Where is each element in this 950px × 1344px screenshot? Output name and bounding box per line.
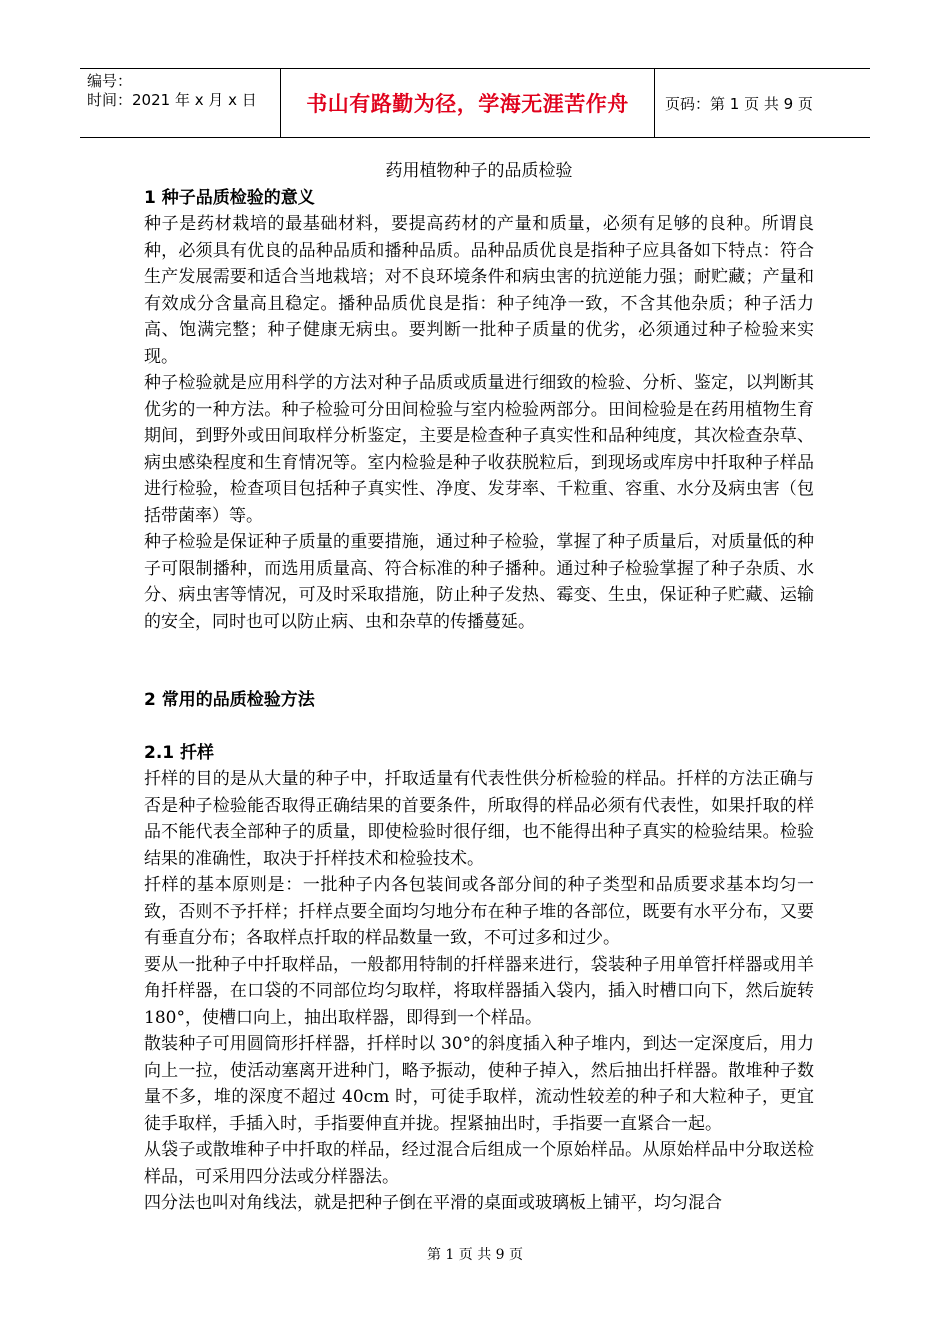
section-1-paragraph-1: 种子是药材栽培的最基础材料，要提高药材的产量和质量，必须有足够的良种。所谓良种，必须具有优良的品种品质和播种品质。品种品质优良是指种子应具备如下特点：符合生产发展需要和适合当地栽培；对不良环境条件和病虫害的抗逆能力强；耐贮藏；产量和有效成分含量高且稳定。播种品质优良是指：种子纯净一致，不含其他杂质；种子活力高、饱满完整；种子健康无病虫。要判断一批种子质量的优劣，必须通过种子检验来实现。 xyxy=(144,214,814,367)
header-motto-cell xyxy=(280,69,655,137)
section-2-1-paragraph-1: 扦样的目的是从大量的种子中，扦取适量有代表性供分析检验的样品。扦样的方法正确与否是种子检验能否取得正确结果的首要条件，所取得的样品必须有代表性，如果扦取的样品不能代表全部种子的质量，即使检验时很仔细，也不能得出种子真实的检验结果。检验结果的准确性，取决于扦样技术和检验技术。 xyxy=(144,769,814,869)
motto-text: 书山有路勤为径，学海无涯苦作舟 xyxy=(306,92,629,116)
spacer xyxy=(144,661,814,687)
document-title: 药用植物种子的品质检验 xyxy=(385,161,573,181)
section-2-1-paragraph-3: 要从一批种子中扦取样品，一般都用特制的扦样器来进行，袋装种子用单管扦样器或用羊角扦样器，在口袋的不同部位均匀取样，将取样器插入袋内，插入时槽口向下，然后旋转 180°，使槽口向上，抽出取样器，即得到一个样品。 xyxy=(144,954,814,1028)
spacer xyxy=(144,635,814,661)
section-1-paragraph-2: 种子检验就是应用科学的方法对种子品质或质量进行细致的检验、分析、鉴定，以判断其优劣的一种方法。种子检验可分田间检验与室内检验两部分。田间检验是在药用植物生育期间，到野外或田间取样分析鉴定，主要是检查种子真实性和品种纯度，其次检查杂草、病虫感染程度和生育情况等。室内检验是种子收获脱粒后，到现场或库房中扦取种子样品进行检验，检查项目包括种子真实性、净度、发芽率、千粒重、容重、水分及病虫害（包括带菌率）等。 xyxy=(144,373,814,526)
section-2-1-paragraph-6: 四分法也叫对角线法，就是把种子倒在平滑的桌面或玻璃板上铺平，均匀混合 xyxy=(144,1193,722,1213)
section-1-paragraph-3: 种子检验是保证种子质量的重要措施，通过种子检验，掌握了种子质量后，对质量低的种子可限制播种，而选用质量高、符合标准的种子播种。通过种子检验掌握了种子杂质、水分、病虫害等情况，可及时采取措施，防止种子发热、霉变、生虫，保证种子贮藏、运输的安全，同时也可以防止病、虫和杂草的传播蔓延。 xyxy=(144,532,814,632)
spacer xyxy=(144,714,814,740)
section-2-1-paragraph-5: 从袋子或散堆种子中扦取的样品，经过混合后组成一个原始样品。从原始样品中分取送检样品，可采用四分法或分样器法。 xyxy=(144,1140,814,1187)
section-2-heading: 2 常用的品质检验方法 xyxy=(144,690,315,710)
document-body xyxy=(144,158,814,1217)
section-2-1-paragraph-2: 扦样的基本原则是：一批种子内各包装间或各部分间的种子类型和品质要求基本均匀一致，否则不予扦样；扦样点要全面均匀地分布在种子堆的各部位，既要有水平分布，又要有垂直分布；各取样点扦取的样品数量一致，不可过多和过少。 xyxy=(144,875,814,948)
header-page-cell xyxy=(655,69,870,137)
section-2-1-paragraph-4: 散装种子可用圆筒形扦样器，扦样时以 30°的斜度插入种子堆内，到达一定深度后，用力向上一拉，使活动塞离开进种门，略予振动，使种子掉入，然后抽出扦样器。散堆种子数量不多，堆的深度不超过 40cm 时，可徒手取样，流动性较差的种子和大粒种子，更宜徒手取样，手插入时，手指要伸直并拢。捏紧抽出时，手指要一直紧合一起。 xyxy=(144,1034,814,1134)
page-header xyxy=(80,68,870,138)
header-meta xyxy=(80,69,280,137)
date-label: 时间：2021 年 x 月 x 日 xyxy=(87,91,257,109)
page-label: 页码：第 1 页 共 9 页 xyxy=(665,94,813,113)
page-footer: 第 1 页 共 9 页 xyxy=(426,1247,524,1263)
section-1-heading: 1 种子品质检验的意义 xyxy=(144,187,315,208)
section-2-1-heading: 2.1 扦样 xyxy=(144,742,215,763)
number-label: 编号： xyxy=(87,72,133,90)
